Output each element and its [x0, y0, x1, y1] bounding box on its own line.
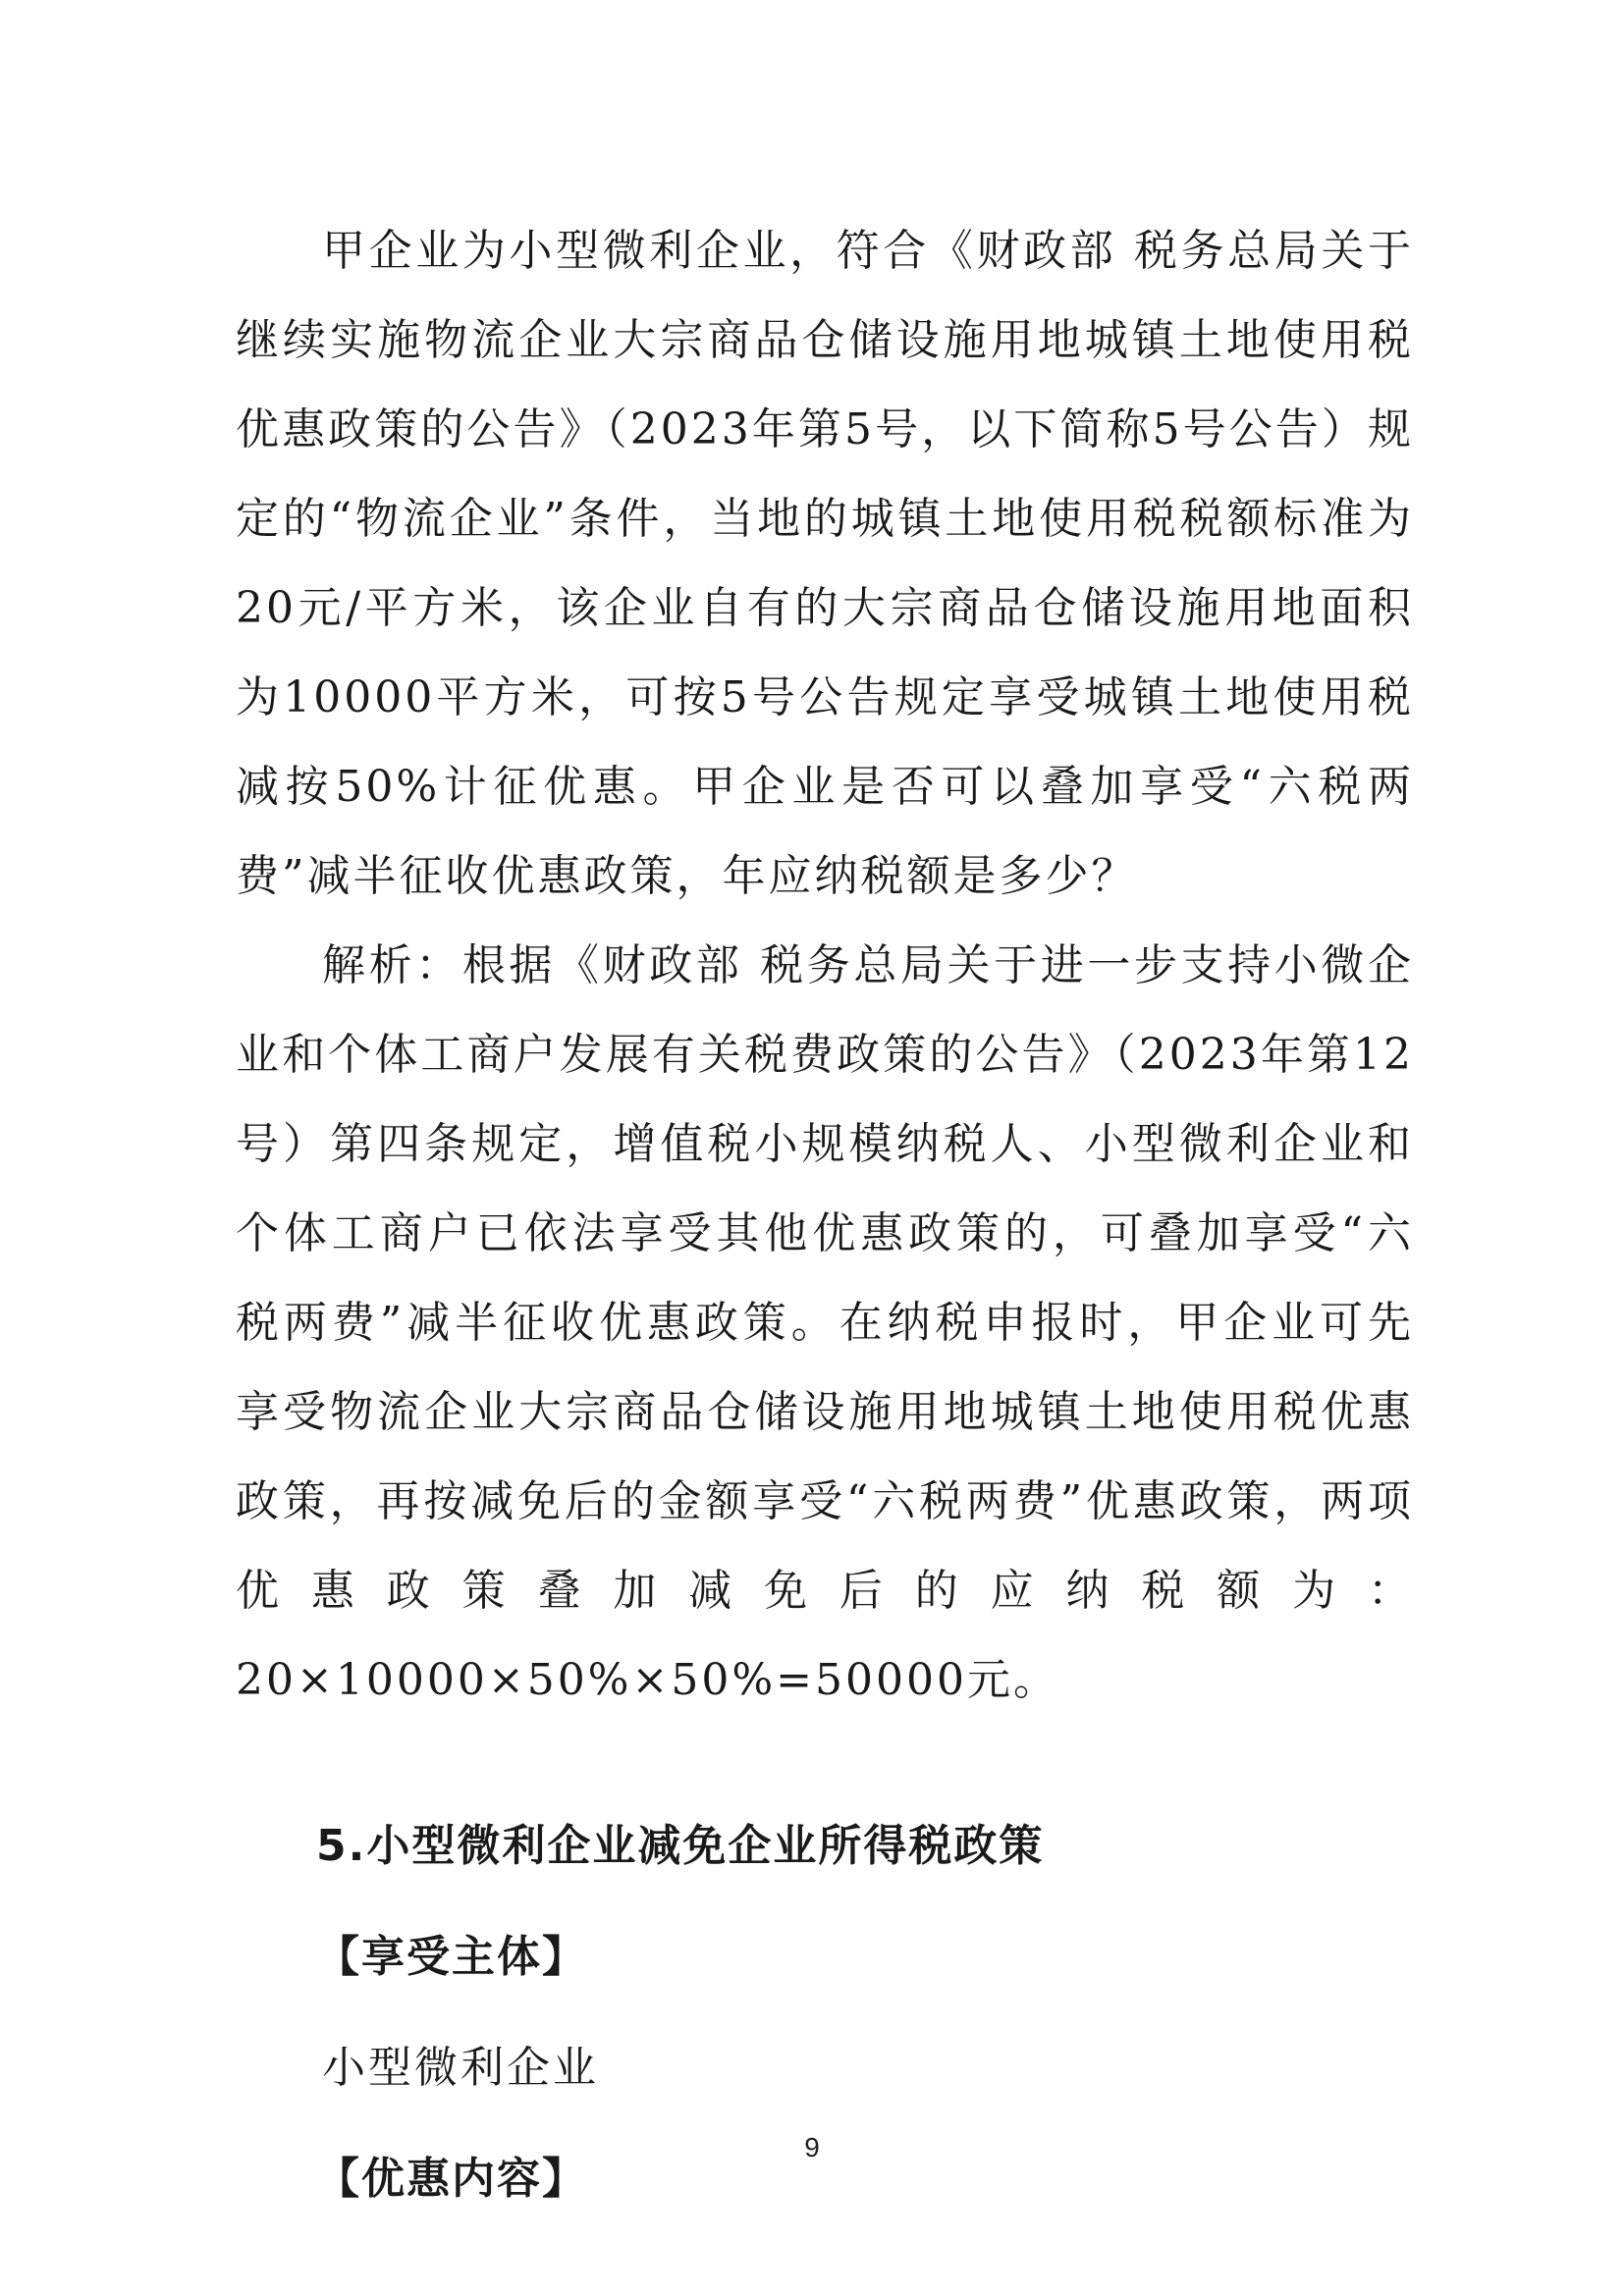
case-question-paragraph: 甲企业为小型微利企业，符合《财政部 税务总局关于继续实施物流企业大宗商品仓储设施用地城镇土地使用税优惠政策的公告》（2023年第5号，以下简称5号公告）规定的“物流企业”条件，当地的城镇土地使用税税额标准为20元/平方米，该企业自有的大宗商品仓储设施用地面积为10000平方米，可按5号公告规定享受城镇土地使用税减按50%计征优惠。甲企业是否可以叠加享受“六税两费”减半征收优惠政策，年应纳税额是多少？	[236, 226, 1414, 901]
page-number: 9	[804, 2132, 820, 2163]
analysis-paragraph: 解析：根据《财政部 税务总局关于进一步支持小微企业和个体工商户发展有关税费政策的公告》（2023年第12号）第四条规定，增值税小规模纳税人、小型微利企业和个体工商户已依法享受其他优惠政策的，可叠加享受“六税两费”减半征收优惠政策。在纳税申报时，甲企业可先享受物流企业大宗商品仓储设施用地城镇土地使用税优惠政策，再按减免后的金额享受“六税两费”优惠政策，两项优惠政策叠加减免后的应纳税额为：20×10000×50%×50%=50000元。	[236, 940, 1414, 1705]
subject-value: 小型微利企业	[322, 2043, 599, 2093]
subject-label: 【享受主体】	[316, 1932, 587, 1982]
content-label: 【优惠内容】	[316, 2154, 587, 2204]
section-heading: 5.小型微利企业减免企业所得税政策	[316, 1821, 1045, 1871]
page-content	[236, 206, 1414, 2223]
